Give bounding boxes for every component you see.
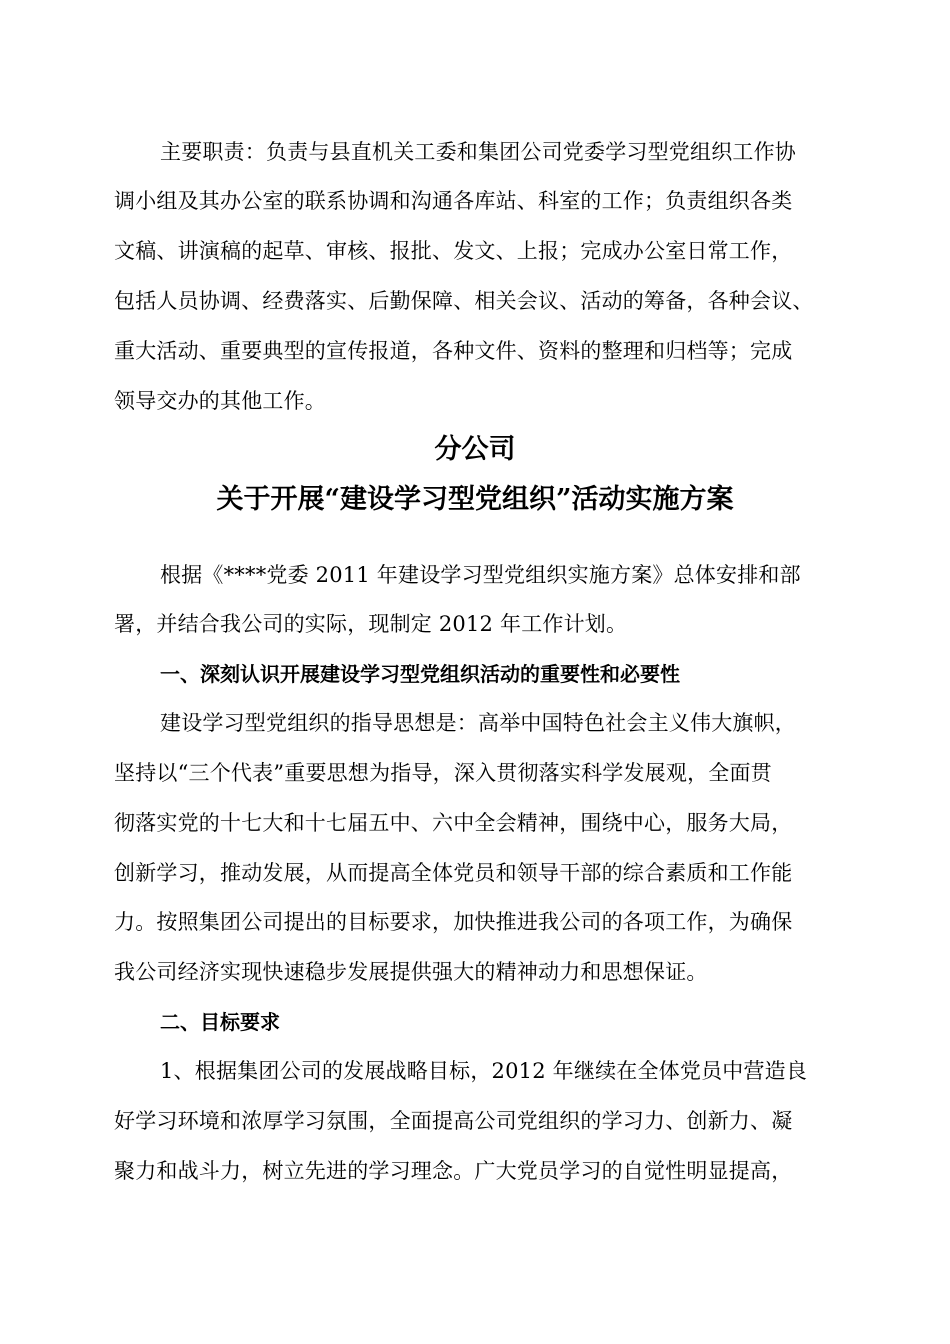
section-1-line-5: 力。按照集团公司提出的目标要求，加快推进我公司的各项工作，为确保 [114,910,793,934]
intro-line-2: 调小组及其办公室的联系协调和沟通各库站、科室的工作；负责组织各类 [114,189,793,213]
intro-line-3: 文稿、讲演稿的起草、审核、报批、发文、上报；完成办公室日常工作， [114,239,793,263]
section-1-line-1: 建设学习型党组织的指导思想是：高举中国特色社会主义伟大旗帜， [160,711,796,735]
section-1-line-3: 彻落实党的十七大和十七届五中、六中全会精神，围绕中心，服务大局， [114,811,793,835]
preamble-line-2: 署，并结合我公司的实际，现制定 2012 年工作计划。 [114,612,628,636]
intro-line-6: 领导交办的其他工作。 [114,389,326,413]
intro-line-5: 重大活动、重要典型的宣传报道，各种文件、资料的整理和归档等；完成 [114,339,793,363]
section-2-line-2: 好学习环境和浓厚学习氛围，全面提高公司党组织的学习力、创新力、凝 [114,1109,793,1133]
section-2-line-3: 聚力和战斗力，树立先进的学习理念。广大党员学习的自觉性明显提高， [114,1159,793,1183]
section-1-heading: 一、深刻认识开展建设学习型党组织活动的重要性和必要性 [160,662,680,686]
section-1-line-6: 我公司经济实现快速稳步发展提供强大的精神动力和思想保证。 [114,960,708,984]
section-1-line-4: 创新学习，推动发展，从而提高全体党员和领导干部的综合素质和工作能 [114,861,793,885]
document-title-line-2: 关于开展“建设学习型党组织”活动实施方案 [216,484,734,515]
document-title-line-1: 分公司 [434,434,516,465]
section-1-line-2: 坚持以“三个代表”重要思想为指导，深入贯彻落实科学发展观，全面贯 [114,761,772,785]
section-2-heading: 二、目标要求 [160,1010,280,1034]
preamble-line-1: 根据《****党委 2011 年建设学习型党组织实施方案》总体安排和部 [160,563,801,587]
intro-line-4: 包括人员协调、经费落实、后勤保障、相关会议、活动的筹备，各种会议、 [114,289,814,313]
intro-line-1: 主要职责：负责与县直机关工委和集团公司党委学习型党组织工作协 [160,140,796,164]
section-2-line-1: 1、根据集团公司的发展战略目标，2012 年继续在全体党员中营造良 [160,1059,808,1083]
